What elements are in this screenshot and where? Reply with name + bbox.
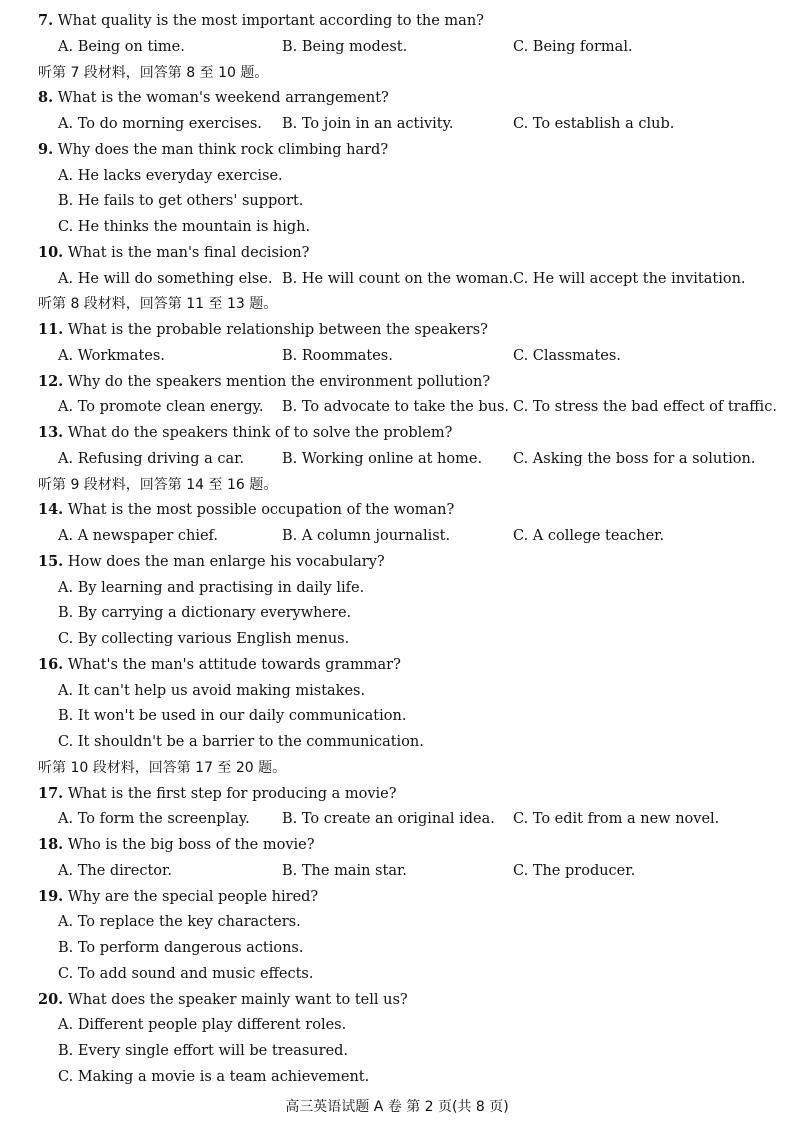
answer-option-a: A. A newspaper chief. [58,528,219,544]
answer-option-c: C. Classmates. [513,347,621,364]
answer-option-c: C. To stress the bad effect of traffic. [513,399,777,416]
question-stem: How does the man enlarge his vocabulary? [63,553,385,570]
answer-option-c: C. The producer. [513,862,636,879]
answer-option-b: B. To join in an activity. [282,116,454,132]
section-instruction: 听第 10 段材料，回答第 17 至 20 题。 [38,759,287,776]
question-stem: Why do the speakers mention the environment pollution? [63,373,491,390]
answer-option-b: B. Roommates. [282,347,393,364]
answer-option-b: B. To create an original idea. [282,811,495,828]
answer-option: B. Every single effort will be treasured. [58,1043,349,1059]
question-stem: Why does the man think rock climbing hard? [53,141,389,158]
question-number: 11. [38,321,64,338]
question-stem: What is the man's final decision? [63,244,310,261]
answer-option-a: A. To form the screenplay. [58,811,250,828]
question-number: 18. [38,836,64,853]
answer-option: B. By carrying a dictionary everywhere. [58,605,352,622]
question-number: 13. [38,424,64,441]
question-number: 12. [38,372,64,390]
answer-option-b: B. Working online at home. [282,450,483,467]
question-number: 19. [38,887,64,905]
question-text [38,320,774,340]
answer-option-a: A. Being on time. [58,38,185,55]
answer-option: A. It can't help us avoid making mistakes. [58,682,366,699]
question-stem: What is the probable relationship between the speakers? [63,322,488,338]
section-instruction: 听第 9 段材料，回答第 14 至 16 题。 [38,476,278,493]
question-stem: What is the woman's weekend arrangement? [53,90,389,107]
answer-option: B. It won't be used in our daily communication. [58,708,407,725]
answer-option: C. It shouldn't be a barrier to the communication. [58,734,424,750]
question-text [38,140,774,160]
question-number: 9. [38,140,54,158]
answer-option: B. He fails to get others' support. [58,193,304,210]
question-number: 8. [38,89,54,107]
answer-option-c: C. A college teacher. [513,528,665,544]
answer-option: C. By collecting various English menus. [58,631,350,647]
answer-option: A. To replace the key characters. [58,914,301,931]
answer-option: A. By learning and practising in daily life. [58,579,365,596]
question-text [38,655,774,675]
answer-option-b: B. Being modest. [282,38,408,55]
question-text [38,11,774,31]
question-stem: What does the speaker mainly want to tell us? [63,991,408,1008]
answer-option: C. To add sound and music effects. [58,965,314,982]
question-number: 16. [38,655,64,673]
question-number: 17. [38,784,64,802]
question-text [38,423,774,443]
answer-option: A. He lacks everyday exercise. [58,167,283,184]
section-instruction: 听第 8 段材料，回答第 11 至 13 题。 [38,296,278,313]
section-instruction: 听第 7 段材料，回答第 8 至 10 题。 [38,64,269,81]
question-number: 20. [38,990,64,1008]
answer-option-a: A. To promote clean energy. [58,399,264,416]
question-stem: Who is the big boss of the movie? [63,837,315,853]
question-number: 15. [38,552,64,570]
question-text [38,835,774,855]
question-stem: What quality is the most important according to the man? [53,13,484,29]
answer-option-a: A. He will do something else. [58,270,273,287]
question-number: 7. [38,12,54,29]
question-text [38,243,774,263]
answer-option: C. He thinks the mountain is high. [58,219,311,235]
answer-option-b: B. He will count on the woman. [282,270,514,287]
answer-option-a: A. To do morning exercises. [58,116,262,132]
question-text [38,990,774,1010]
question-text [38,552,774,572]
answer-option-a: A. Refusing driving a car. [58,450,245,467]
question-stem: What do the speakers think of to solve the problem? [63,425,453,441]
answer-option: C. Making a movie is a team achievement. [58,1068,370,1085]
answer-option: B. To perform dangerous actions. [58,940,304,956]
answer-option-b: B. The main star. [282,862,407,879]
answer-option-b: B. A column journalist. [282,528,451,544]
question-number: 14. [38,501,64,519]
answer-option-c: C. He will accept the invitation. [513,270,746,287]
answer-option-a: A. Workmates. [58,347,165,364]
answer-option-b: B. To advocate to take the bus. [282,399,510,416]
question-text [38,372,774,392]
answer-option-a: A. The director. [58,862,172,879]
answer-option-c: C. To edit from a new novel. [513,811,720,828]
question-text [38,88,774,108]
question-text [38,500,774,520]
answer-option-c: C. To establish a club. [513,116,675,132]
question-stem: What is the most possible occupation of the woman? [63,502,455,519]
question-text [38,784,774,804]
question-stem: Why are the special people hired? [63,888,319,905]
answer-option-c: C. Asking the boss for a solution. [513,450,756,467]
answer-option-c: C. Being formal. [513,38,633,55]
question-text [38,887,774,907]
page-footer: 高三英语试题 A 卷 第 2 页(共 8 页) [285,1099,509,1115]
question-stem: What is the first step for producing a movie? [63,785,397,802]
question-number: 10. [38,243,64,261]
question-stem: What's the man's attitude towards grammar? [63,656,401,673]
answer-option: A. Different people play different roles. [58,1017,347,1034]
